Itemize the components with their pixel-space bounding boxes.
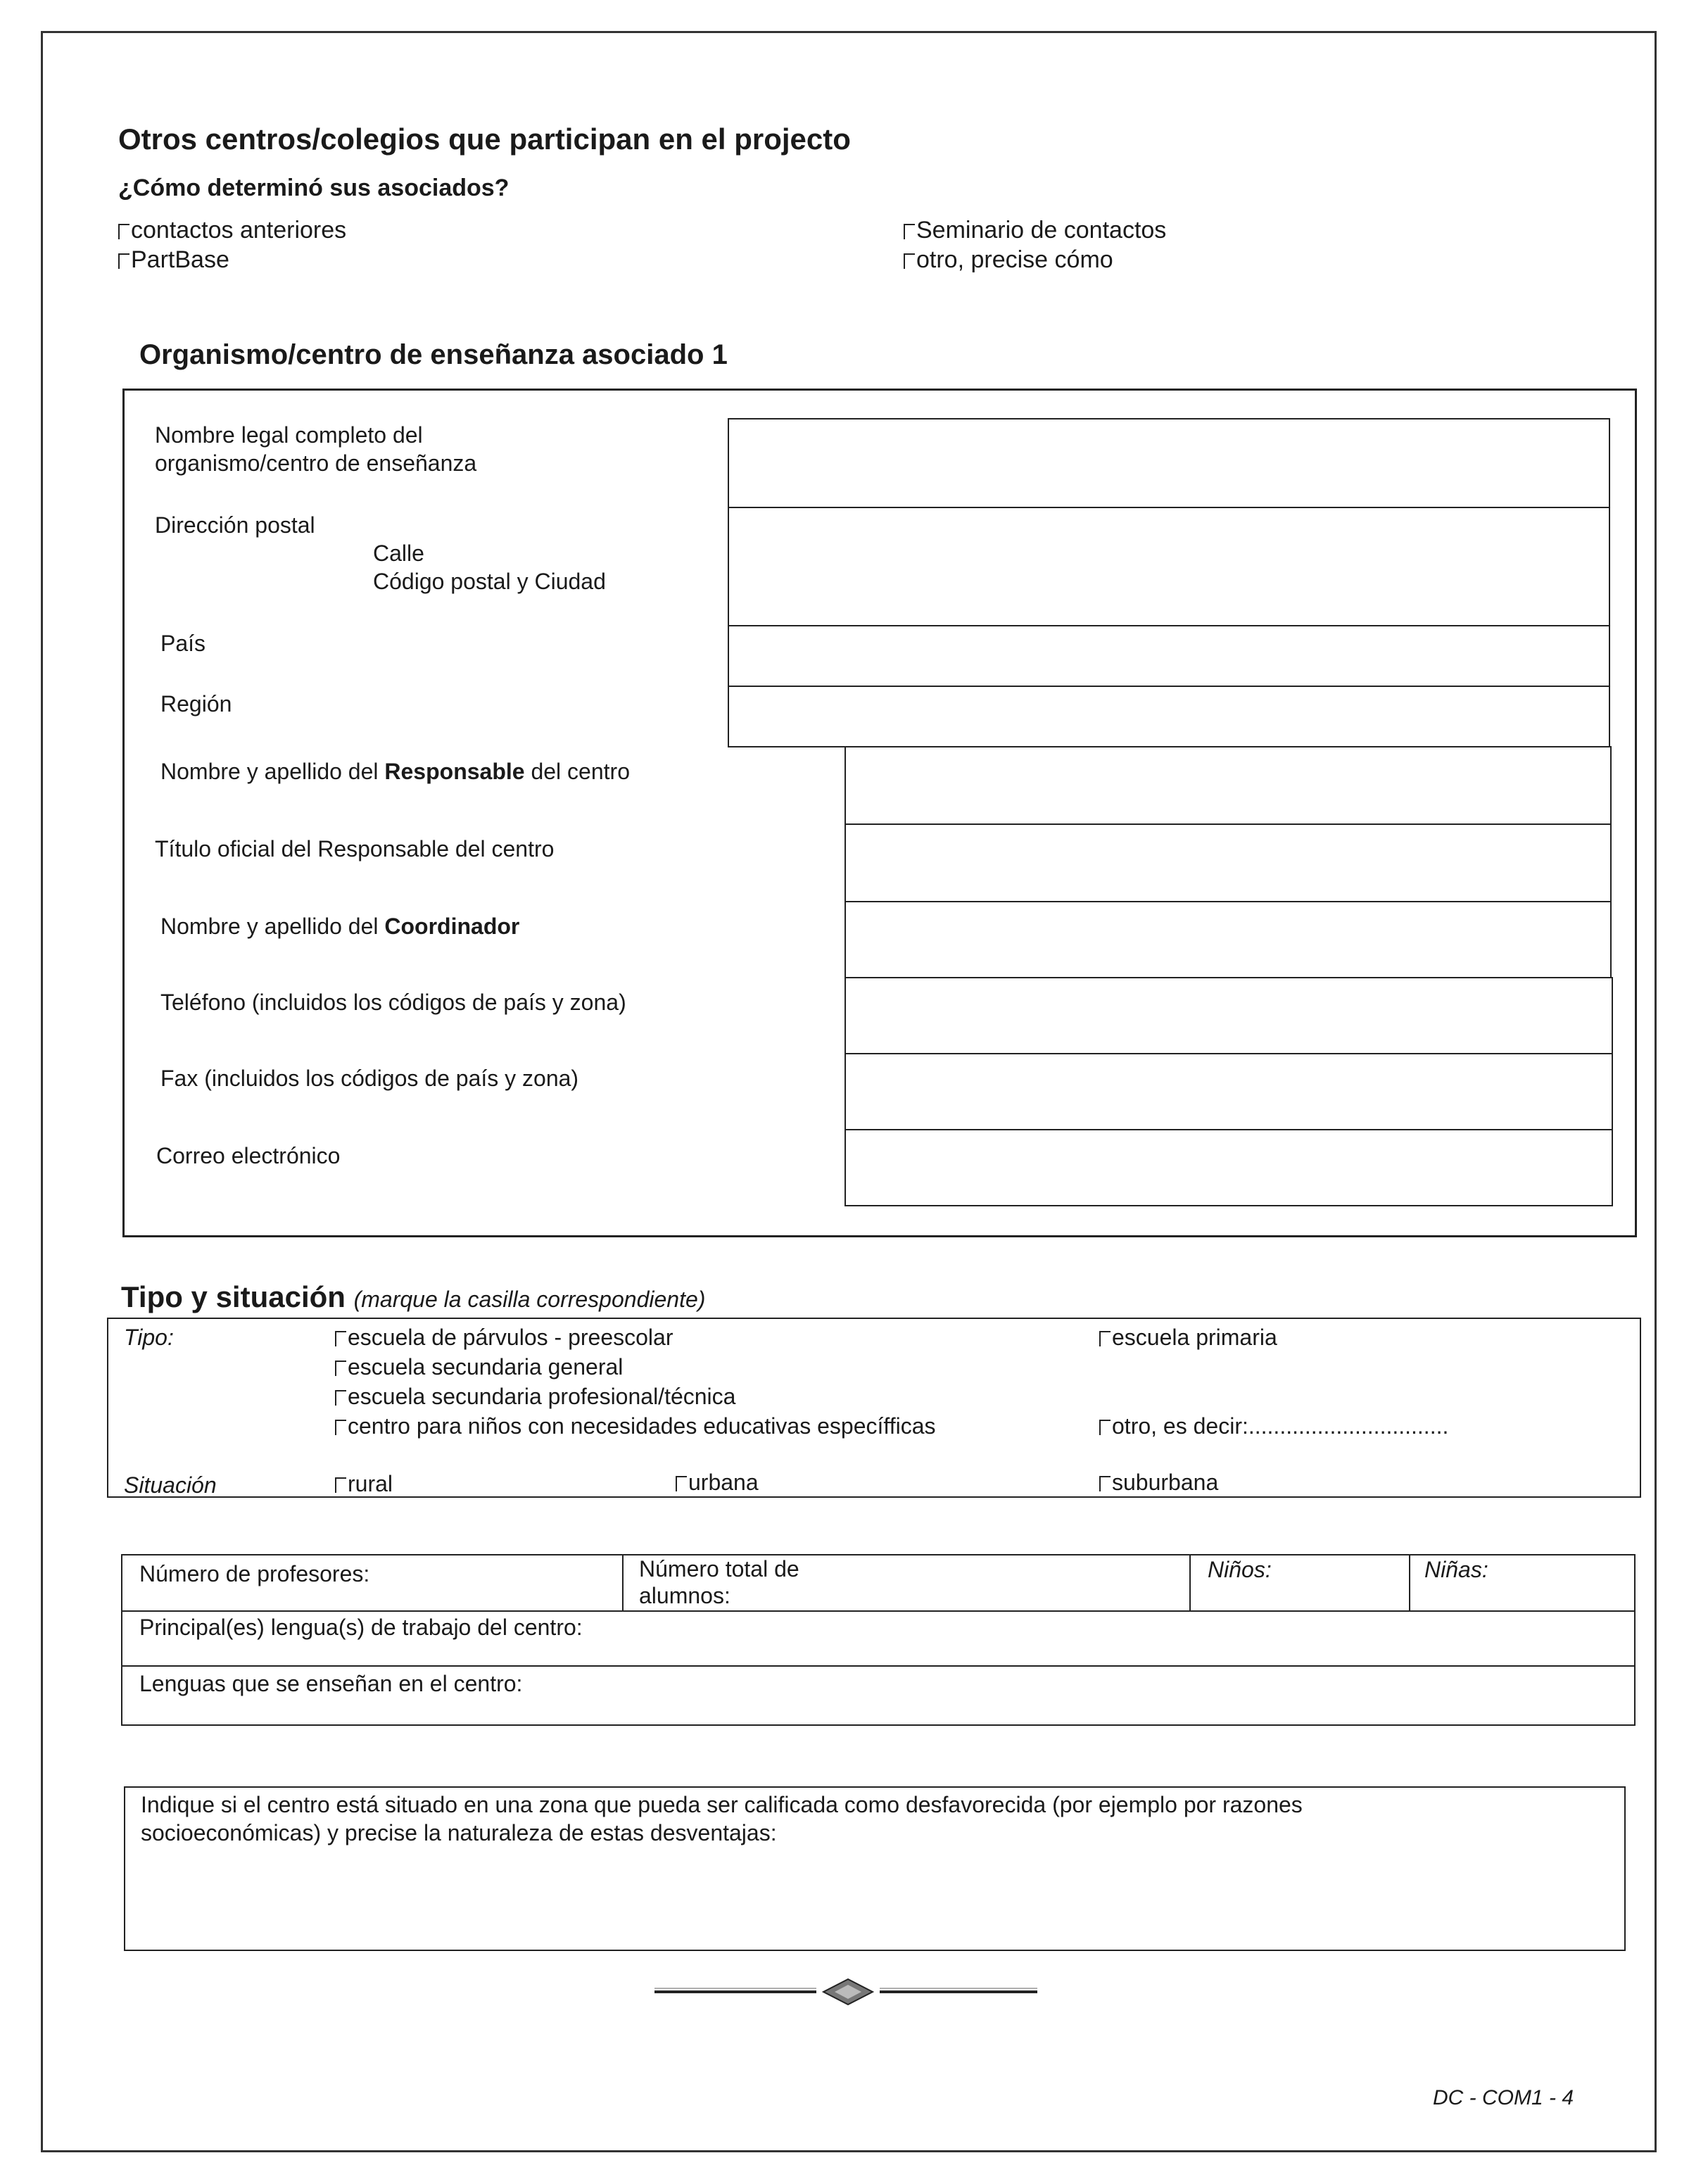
- checkbox-icon[interactable]: [118, 253, 129, 269]
- option-partbase[interactable]: PartBase: [118, 245, 229, 274]
- checkbox-icon[interactable]: [118, 224, 129, 239]
- label-region: Región: [160, 691, 232, 717]
- cell-ninos[interactable]: Niños:: [1208, 1557, 1272, 1582]
- situacion-label: Situación: [124, 1472, 217, 1498]
- checkbox-icon[interactable]: [1099, 1476, 1111, 1491]
- section-title: Organismo/centro de enseñanza asociado 1: [139, 339, 728, 370]
- input-responsable[interactable]: [844, 746, 1612, 825]
- stats-row-divider: [121, 1665, 1636, 1667]
- checkbox-icon[interactable]: [335, 1390, 346, 1406]
- label-calle: Calle: [373, 541, 424, 566]
- checkbox-icon[interactable]: [1099, 1420, 1111, 1435]
- option-otro-tipo[interactable]: otro, es decir:................................: [1099, 1412, 1448, 1440]
- label-correo: Correo electrónico: [156, 1143, 341, 1168]
- input-nombre-legal[interactable]: [728, 418, 1610, 508]
- checkbox-icon[interactable]: [335, 1361, 346, 1376]
- option-otro[interactable]: otro, precise cómo: [904, 245, 1113, 274]
- stats-col-divider: [1189, 1554, 1191, 1610]
- label-nombre-legal: Nombre legal completo del organismo/centro de enseñanza: [155, 422, 477, 476]
- option-contactos-anteriores[interactable]: contactos anteriores: [118, 215, 346, 245]
- checkbox-icon[interactable]: [676, 1476, 687, 1491]
- input-fax[interactable]: [844, 1053, 1613, 1130]
- option-secundaria-general[interactable]: escuela secundaria general: [335, 1353, 623, 1381]
- tipo-label: Tipo:: [124, 1325, 174, 1350]
- stats-col-divider: [1409, 1554, 1410, 1610]
- checkbox-icon[interactable]: [904, 253, 915, 269]
- partners-question: ¿Cómo determinó sus asociados?: [118, 175, 510, 201]
- stats-col-divider: [622, 1554, 624, 1610]
- cell-lenguas-ensenan[interactable]: Lenguas que se enseñan en el centro:: [139, 1671, 523, 1696]
- cell-profesores[interactable]: Número de profesores:: [139, 1561, 370, 1586]
- option-primaria[interactable]: escuela primaria: [1099, 1323, 1277, 1351]
- label-codigo-postal: Código postal y Ciudad: [373, 569, 606, 594]
- checkbox-icon[interactable]: [335, 1420, 346, 1435]
- option-urbana[interactable]: urbana: [676, 1468, 759, 1496]
- input-correo[interactable]: [844, 1129, 1613, 1206]
- input-telefono[interactable]: [844, 977, 1613, 1054]
- checkbox-icon[interactable]: [335, 1477, 346, 1493]
- label-coordinador: Nombre y apellido del Coordinador: [160, 914, 520, 939]
- label-responsable: Nombre y apellido del Responsable del centro: [160, 759, 630, 784]
- footer-page-code: DC - COM1 - 4: [1433, 2086, 1574, 2109]
- diamond-ornament-icon: [654, 1978, 1037, 2006]
- option-rural[interactable]: rural: [335, 1470, 393, 1498]
- input-titulo[interactable]: [844, 823, 1612, 902]
- page-heading: Otros centros/colegios que participan en el projecto: [118, 122, 851, 156]
- label-telefono: Teléfono (incluidos los códigos de país y zona): [160, 990, 626, 1015]
- cell-alumnos[interactable]: Número total de alumnos:: [639, 1556, 799, 1608]
- label-fax: Fax (incluidos los códigos de país y zona): [160, 1066, 579, 1091]
- label-titulo: Título oficial del Responsable del centro: [155, 836, 555, 861]
- option-necesidades[interactable]: centro para niños con necesidades educativas específficas: [335, 1412, 935, 1440]
- tipo-heading: Tipo y situación (marque la casilla correspondiente): [121, 1280, 706, 1313]
- option-secundaria-profesional[interactable]: escuela secundaria profesional/técnica: [335, 1382, 735, 1410]
- option-seminario[interactable]: Seminario de contactos: [904, 215, 1166, 245]
- label-direccion: Dirección postal: [155, 512, 315, 538]
- ornament-divider: [654, 1978, 1037, 2006]
- desfavorecida-text: Indique si el centro está situado en una zona que pueda ser calificada como desfavorecida (por ejemplo por razones socioeconómicas) y precise la naturaleza de estas desventajas:: [141, 1792, 1303, 1845]
- checkbox-icon[interactable]: [1099, 1331, 1111, 1346]
- label-pais: País: [160, 631, 206, 656]
- input-region[interactable]: [728, 686, 1610, 747]
- input-direccion[interactable]: [728, 507, 1610, 626]
- stats-row-divider: [121, 1610, 1636, 1612]
- checkbox-icon[interactable]: [335, 1331, 346, 1346]
- option-parvulos[interactable]: escuela de párvulos - preescolar: [335, 1323, 673, 1351]
- option-suburbana[interactable]: suburbana: [1099, 1468, 1218, 1496]
- cell-ninas[interactable]: Niñas:: [1424, 1557, 1488, 1582]
- cell-lengua-trabajo[interactable]: Principal(es) lengua(s) de trabajo del centro:: [139, 1615, 583, 1640]
- input-coordinador[interactable]: [844, 901, 1612, 978]
- checkbox-icon[interactable]: [904, 224, 915, 239]
- input-pais[interactable]: [728, 625, 1610, 687]
